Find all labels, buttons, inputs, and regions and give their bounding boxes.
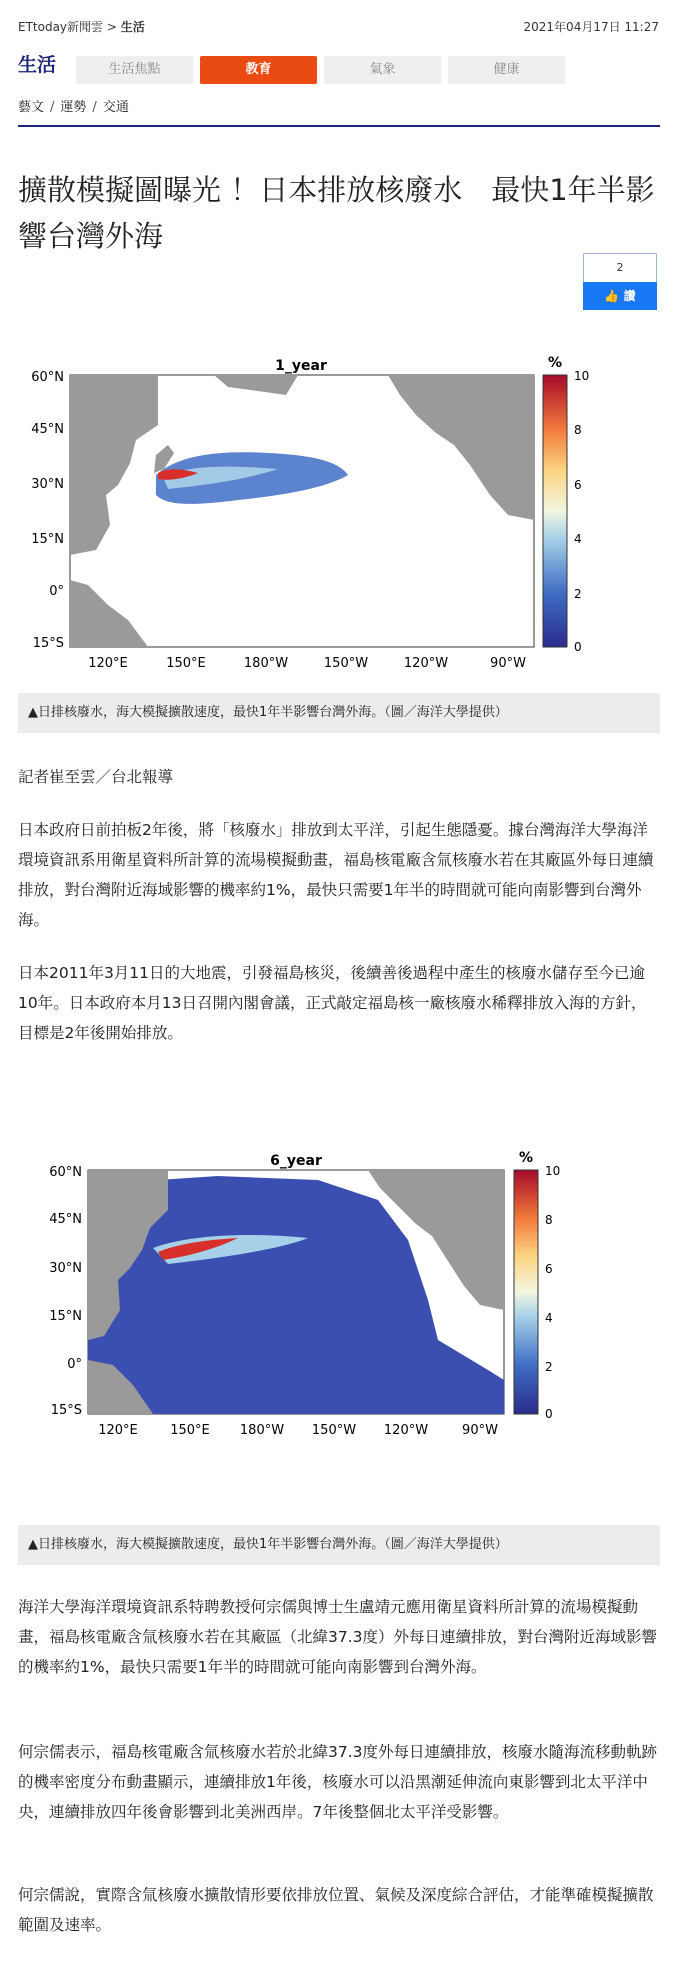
caption-text: ▲日排核廢水，海大模擬擴散速度，最快1年半影響台灣外海。（圖／海洋大學提供） [28, 705, 508, 720]
x-tick-label: 180°W [239, 1423, 285, 1438]
figure-1year-map [18, 345, 638, 689]
sub-nav [18, 96, 129, 115]
x-tick-label: 180°W [243, 656, 289, 671]
x-tick-label: 150°E [166, 656, 206, 671]
colorbar [543, 375, 567, 647]
breadcrumb-section-link[interactable]: 生活 [120, 20, 145, 34]
article-byline: 記者崔至雲／台北報導 [18, 768, 174, 786]
like-count: 2 [583, 253, 657, 282]
colorbar-tick: 2 [545, 1360, 553, 1374]
colorbar-tick: 10 [545, 1164, 561, 1178]
y-tick-label: 45°N [31, 422, 64, 437]
subnav-item-arts[interactable]: 藝文 [18, 100, 45, 115]
article-paragraph: 海洋大學海洋環境資訊系特聘教授何宗儒與博士生盧靖元應用衛星資料所計算的流場模擬動畫，福島核電廠含氚核廢水若在其廠區（北緯37.3度）外每日連續排放，對台灣附近海域影響的機率約1%，最快只需要1年半的時間就可能向南影響到台灣外海。 [18, 1598, 658, 1676]
article-paragraph: 何宗儒說，實際含氚核廢水擴散情形要依排放位置、氣候及深度綜合評估，才能準確模擬擴散範圍及速率。 [18, 1886, 654, 1934]
y-tick-label: 0° [67, 1357, 82, 1372]
y-tick-label: 45°N [49, 1212, 82, 1227]
tab-health[interactable]: 健康 [448, 56, 565, 84]
x-tick-label: 120°E [88, 656, 128, 671]
colorbar-tick: 4 [545, 1311, 553, 1325]
tab-education[interactable]: 教育 [200, 56, 317, 84]
map-title: 1_year [275, 358, 327, 374]
map-1year [18, 345, 638, 685]
colorbar-unit: % [547, 355, 563, 371]
colorbar-tick: 4 [574, 532, 582, 546]
subnav-divider: / [92, 100, 97, 115]
figure-caption [18, 1525, 660, 1565]
top-bar [0, 0, 681, 44]
caption-text: ▲日排核廢水，海大模擬擴散速度，最快1年半影響台灣外海。（圖／海洋大學提供） [28, 1537, 508, 1552]
colorbar [514, 1170, 538, 1414]
breadcrumb [18, 18, 145, 35]
article-paragraph: 日本2011年3月11日的大地震，引發福島核災，後續善後過程中產生的核廢水儲存至今已逾10年。日本政府本月13日召開內閣會議，正式敲定福島核一廠核廢水稀釋排放入海的方針，目標是2年後開始排放。 [18, 964, 647, 1042]
x-tick-label: 120°W [403, 656, 449, 671]
x-tick-label: 120°W [383, 1423, 429, 1438]
y-tick-label: 15°S [32, 636, 64, 651]
x-tick-label: 90°W [490, 656, 526, 671]
y-tick-label: 0° [49, 584, 64, 599]
subnav-item-traffic[interactable]: 交通 [102, 100, 129, 115]
colorbar-tick: 8 [545, 1213, 553, 1227]
x-tick-label: 150°W [311, 1423, 357, 1438]
article-headline: 擴散模擬圖曝光 ！日本排放核廢水 最快1年半影響台灣外海 [18, 173, 655, 254]
map-title: 6_year [270, 1153, 322, 1169]
y-tick-label: 15°S [50, 1403, 82, 1418]
article-paragraph: 日本政府日前拍板2年後，將「核廢水」排放到太平洋，引起生態隱憂。據台灣海洋大學海洋環境資訊系用衛星資料所計算的流場模擬動畫，福島核電廠含氚核廢水若在其廠區外每日連續排放，對台灣附近海域影響的機率約1%，最快只需要1年半的時間就可能向南影響到台灣外海。 [18, 821, 654, 929]
colorbar-tick: 6 [545, 1262, 553, 1276]
colorbar-tick: 10 [574, 369, 590, 383]
figure-6year-map [18, 1140, 638, 1484]
figure-caption [18, 693, 660, 733]
map-6year [18, 1140, 638, 1480]
header-divider [18, 125, 660, 127]
x-tick-label: 150°W [323, 656, 369, 671]
colorbar-tick: 0 [545, 1407, 553, 1421]
x-tick-label: 120°E [98, 1423, 138, 1438]
breadcrumb-site-link[interactable]: ETtoday新聞雲 [18, 20, 104, 34]
y-tick-label: 30°N [31, 477, 64, 492]
like-button[interactable] [583, 282, 657, 310]
colorbar-unit: % [518, 1150, 534, 1166]
colorbar-tick: 6 [574, 478, 582, 492]
y-tick-label: 15°N [31, 532, 64, 547]
y-tick-label: 60°N [49, 1165, 82, 1180]
x-tick-label: 150°E [170, 1423, 210, 1438]
colorbar-tick: 2 [574, 587, 582, 601]
y-tick-label: 15°N [49, 1309, 82, 1324]
subnav-divider: / [50, 100, 55, 115]
tab-weather[interactable]: 氣象 [324, 56, 441, 84]
publish-datetime: 2021年04月17日 11:27 [523, 20, 659, 34]
y-tick-label: 60°N [31, 370, 64, 385]
tab-life-focus[interactable]: 生活焦點 [76, 56, 193, 84]
y-tick-label: 30°N [49, 1261, 82, 1276]
colorbar-tick: 8 [574, 423, 582, 437]
subnav-item-fortune[interactable]: 運勢 [60, 100, 87, 115]
colorbar-tick: 0 [574, 640, 582, 654]
like-widget [583, 253, 657, 311]
thumbs-up-icon: 👍 [604, 289, 620, 303]
section-title[interactable]: 生活 [18, 54, 57, 76]
article-paragraph: 何宗儒表示，福島核電廠含氚核廢水若於北緯37.3度外每日連續排放，核廢水隨海流移動軌跡的機率密度分布動畫顯示，連續排放1年後，核廢水可以沿黑潮延伸流向東影響到北太平洋中央，連續排放四年後會影響到北美洲西岸。7年後整個北太平洋受影響。 [18, 1743, 658, 1821]
section-nav [0, 44, 681, 86]
like-label: 讚 [623, 289, 636, 303]
breadcrumb-separator: > [106, 20, 117, 34]
x-tick-label: 90°W [462, 1423, 498, 1438]
